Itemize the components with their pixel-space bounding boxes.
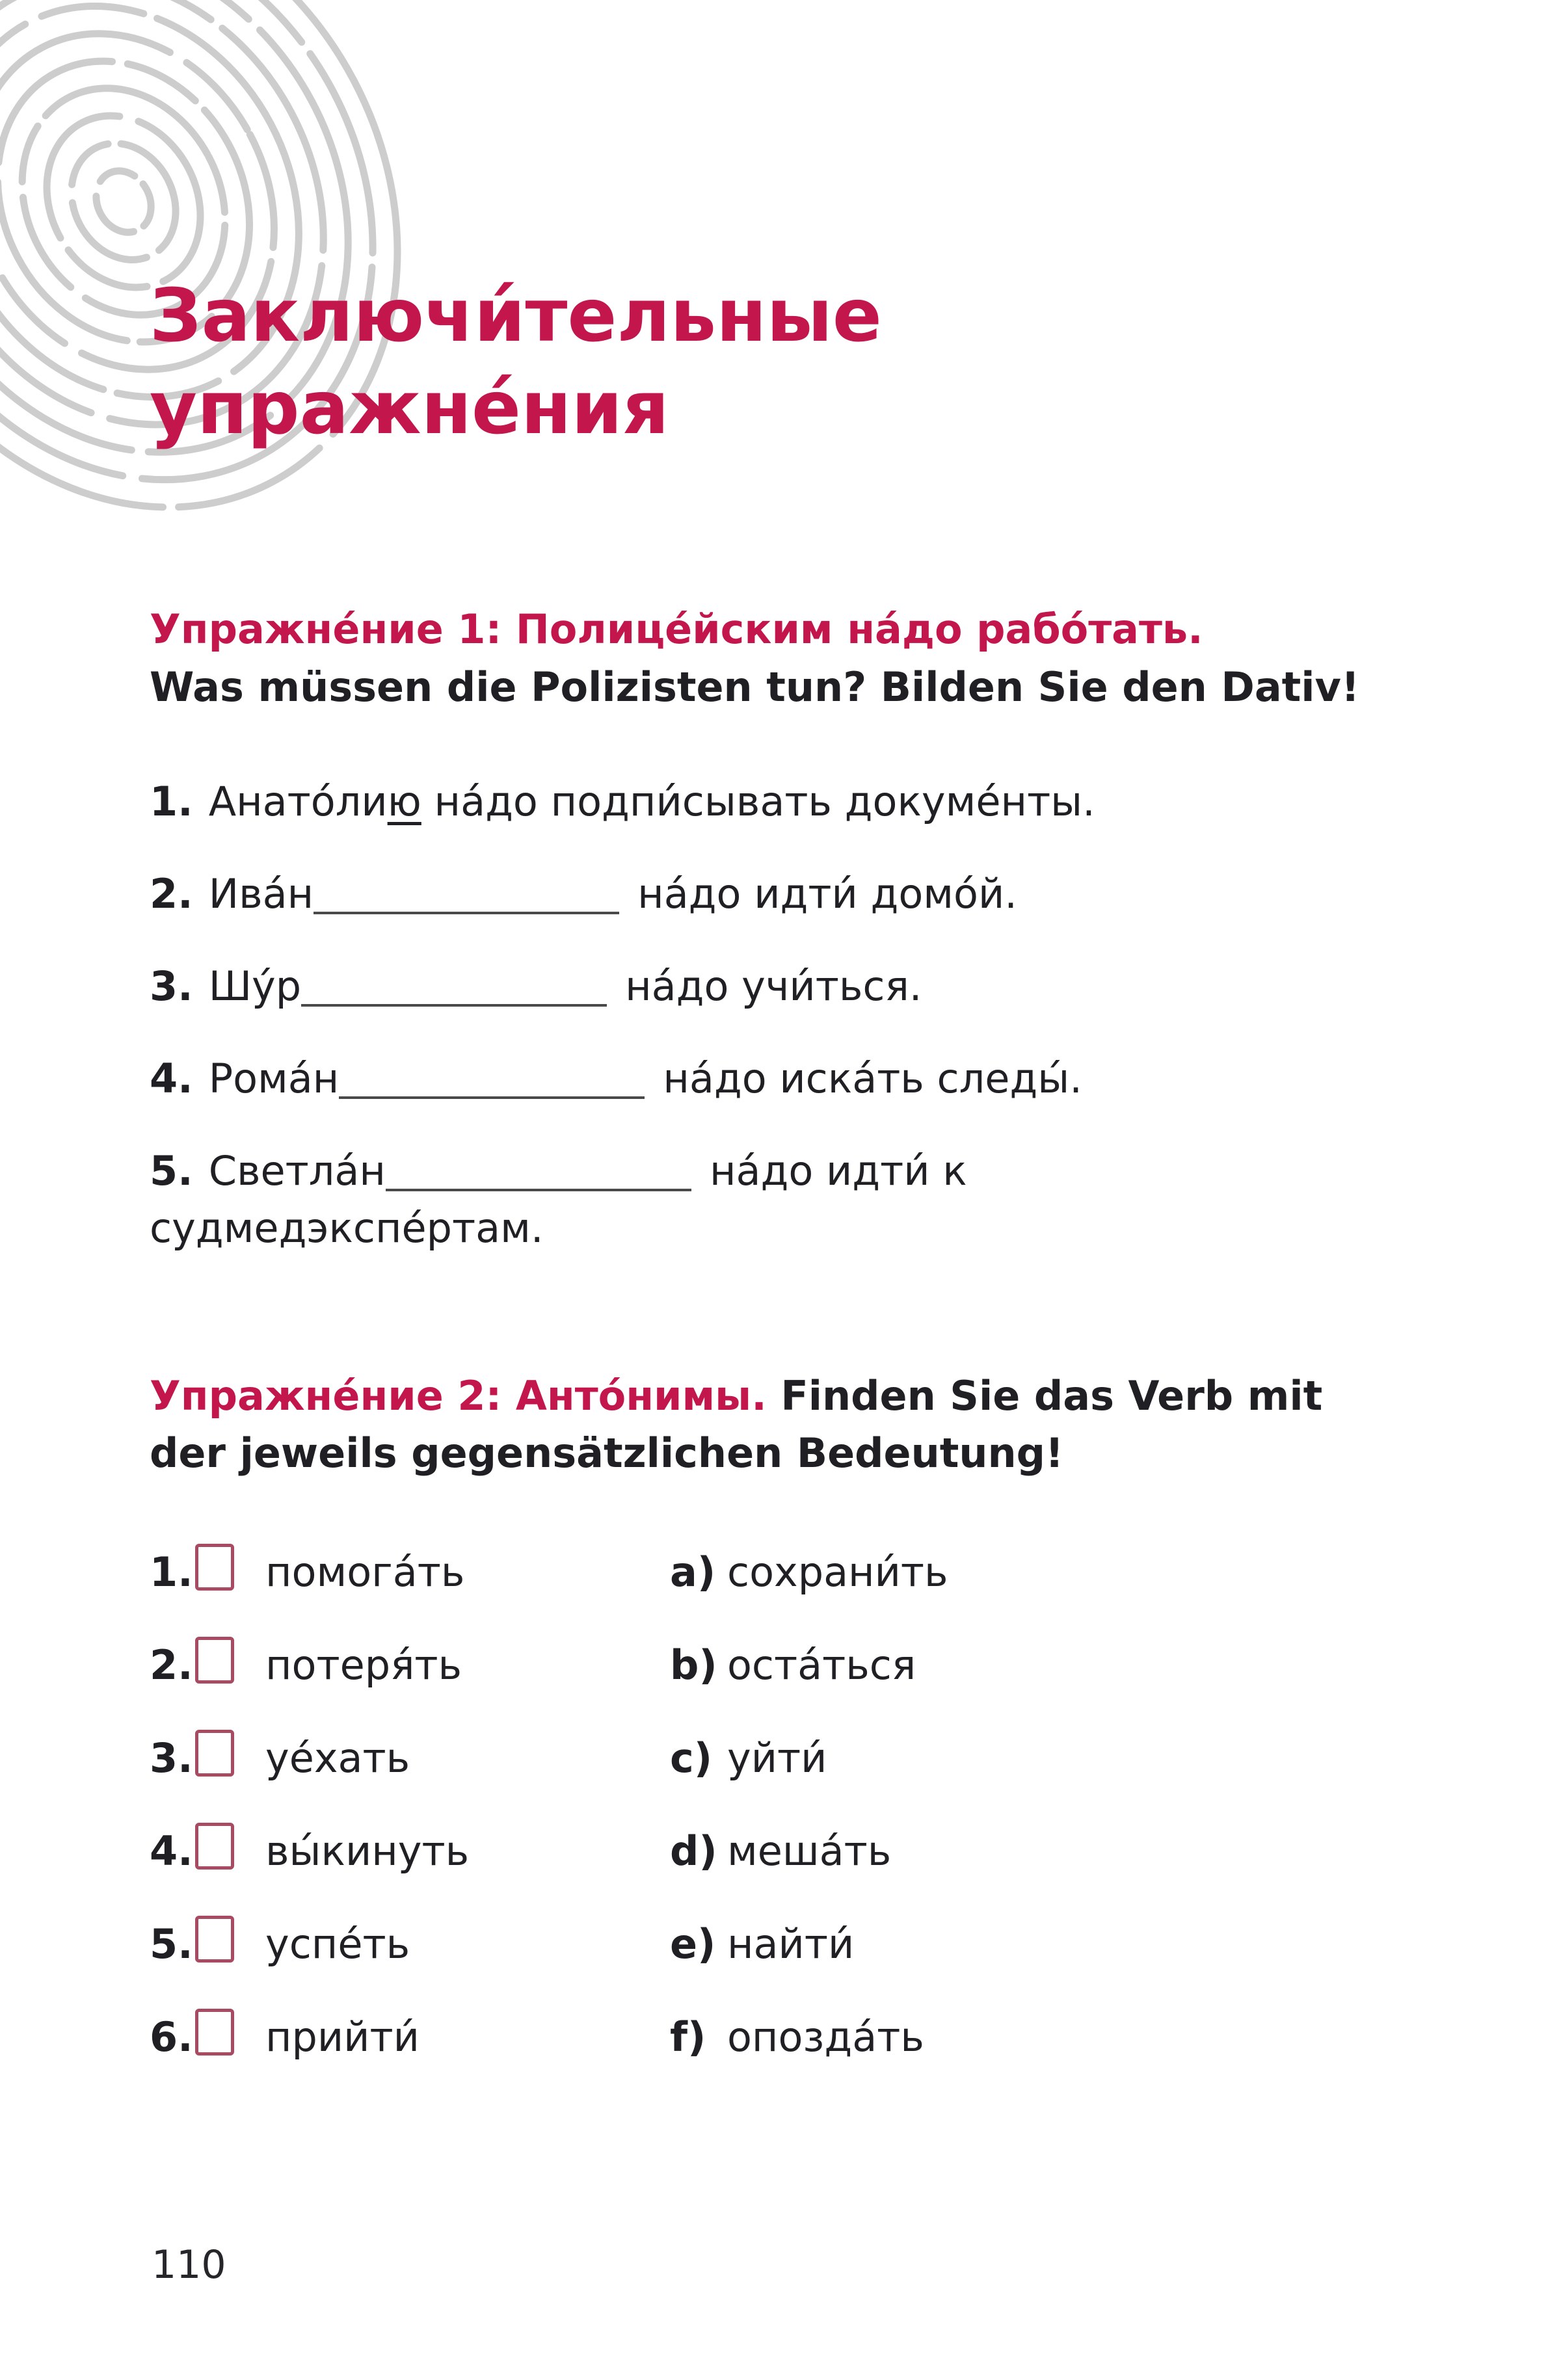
item-number: 5. (150, 1146, 193, 1195)
match-letter: c) (670, 1734, 713, 1782)
underlined-ending: ю (387, 777, 421, 825)
answer-blank[interactable] (301, 974, 607, 1007)
match-left-word: успе́ть (265, 1920, 410, 1968)
match-row-3 (150, 1730, 1444, 1786)
item-number: 3. (150, 962, 193, 1010)
answer-blank[interactable] (339, 1066, 645, 1099)
match-letter: e) (670, 1920, 716, 1968)
item-number: 2. (150, 869, 193, 918)
match-right-word: меша́ть (727, 1827, 892, 1875)
exercise1-items (150, 773, 1444, 1257)
exercise-1 (150, 601, 1444, 1256)
match-number: 5. (150, 1920, 193, 1968)
match-letter: a) (670, 1548, 716, 1596)
exercise1-item-5 (150, 1143, 1444, 1257)
answer-checkbox[interactable] (195, 1916, 234, 1963)
matching-list (150, 1544, 1444, 2065)
match-right-word: найти́ (727, 1920, 855, 1968)
exercise1-heading (150, 601, 1444, 715)
match-letter: f) (670, 2013, 706, 2061)
answer-checkbox[interactable] (195, 1544, 234, 1591)
page-content (150, 0, 1444, 2102)
item-number: 1. (150, 777, 193, 825)
exercise2-instruction-line1: Finden Sie das Verb mit (780, 1371, 1323, 1420)
checkbox-cell (195, 1637, 265, 1693)
exercise1-item-4 (150, 1050, 1444, 1107)
match-number: 6. (150, 2013, 193, 2061)
match-number: 2. (150, 1641, 193, 1689)
item-text-post: на́до подпи́сывать докуме́нты. (421, 777, 1095, 825)
item-number: 4. (150, 1054, 193, 1102)
answer-checkbox[interactable] (195, 1823, 234, 1870)
item-text-post: на́до учи́ться. (625, 962, 922, 1010)
exercise1-item-1 (150, 773, 1444, 830)
match-right-word: уйти́ (727, 1734, 827, 1782)
exercise1-title: Упражне́ние 1: Полице́йским на́до рабо́тать. (150, 605, 1203, 654)
match-number: 4. (150, 1827, 193, 1875)
exercise-2 (150, 1368, 1444, 2065)
item-text-pre: Ива́н (208, 869, 314, 918)
title-line-2: упражне́ния (150, 366, 669, 451)
exercise1-instruction: Was müssen die Polizisten tun? Bilden Sie den Dativ! (150, 663, 1360, 711)
exercise2-title: Упражне́ние 2: Анто́нимы. (150, 1371, 767, 1420)
item-text-pre: Светла́н (208, 1146, 386, 1195)
match-left-word: прийти́ (265, 2013, 420, 2061)
answer-blank[interactable] (314, 882, 619, 914)
checkbox-cell (195, 1916, 265, 1972)
exercise1-item-2 (150, 866, 1444, 923)
answer-blank[interactable] (386, 1159, 691, 1191)
item-text-pre: Шу́р (208, 962, 302, 1010)
item-text-post: на́до идти́ домо́й. (637, 869, 1017, 918)
match-row-1 (150, 1544, 1444, 1600)
checkbox-cell (195, 1730, 265, 1786)
exercise2-instruction-line2: der jeweils gegensätzlichen Bedeutung! (150, 1429, 1064, 1477)
match-letter: b) (670, 1641, 717, 1689)
match-right-word: оста́ться (727, 1641, 916, 1689)
answer-checkbox[interactable] (195, 1637, 234, 1684)
match-left-word: потеря́ть (265, 1641, 462, 1689)
match-number: 1. (150, 1548, 193, 1596)
checkbox-cell (195, 2009, 265, 2065)
match-right-word: сохрани́ть (727, 1548, 948, 1596)
item-text-pre: Анато́ли (208, 777, 388, 825)
match-number: 3. (150, 1734, 193, 1782)
match-row-2 (150, 1637, 1444, 1693)
answer-checkbox[interactable] (195, 1730, 234, 1777)
checkbox-cell (195, 1544, 265, 1600)
answer-checkbox[interactable] (195, 2009, 234, 2056)
title-line-1: Заключи́тельные (150, 274, 882, 358)
match-left-word: помога́ть (265, 1548, 465, 1596)
match-letter: d) (670, 1827, 717, 1875)
item-text-post: на́до идти́ к (709, 1146, 967, 1195)
exercise2-heading (150, 1368, 1444, 1482)
exercise1-item-3 (150, 958, 1444, 1015)
match-row-4 (150, 1823, 1444, 1879)
page-title (150, 270, 1444, 455)
item-text-post: на́до иска́ть следы́. (663, 1054, 1082, 1102)
match-row-5 (150, 1916, 1444, 1972)
match-left-word: вы́кинуть (265, 1827, 470, 1875)
match-left-word: уе́хать (265, 1734, 410, 1782)
item-text-pre: Рома́н (208, 1054, 340, 1102)
item-text-wrap: судмедэкспе́ртам. (150, 1204, 544, 1252)
match-row-6 (150, 2009, 1444, 2065)
page-number: 110 (152, 2242, 226, 2288)
checkbox-cell (195, 1823, 265, 1879)
match-right-word: опозда́ть (727, 2013, 924, 2061)
